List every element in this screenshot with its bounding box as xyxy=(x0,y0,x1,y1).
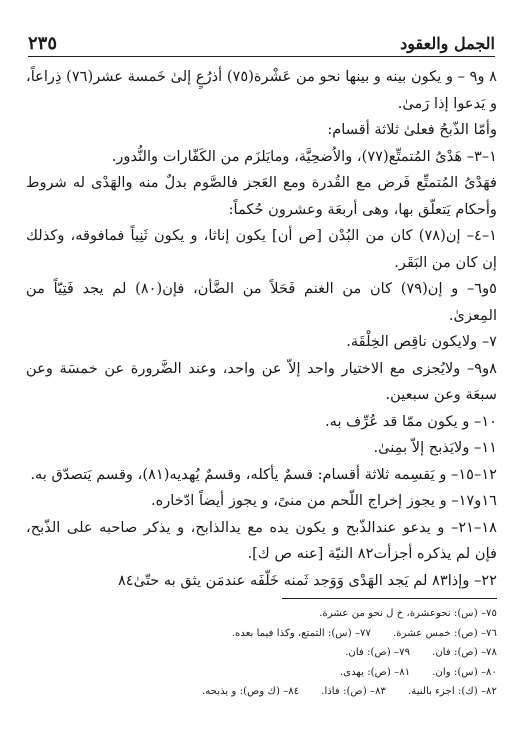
footnote-row xyxy=(26,604,497,624)
footnote-row xyxy=(26,643,497,663)
footnote: ٧٩– (ص): فان. xyxy=(345,647,411,658)
footnote: ٧٧– (س): التمتع، وكذا فيما بعده. xyxy=(231,627,371,639)
footnote: ٨١– (ص): يهدى. xyxy=(339,666,411,678)
paragraph: ٥و٦– و إن(٧٩) كان من الغنم فَحَلاً من الضَّأن، فإن(٨٠) لم يجد فَتِيّاً من المِعزىٰ. xyxy=(26,280,497,324)
page-number: ٢٣٥ xyxy=(28,33,58,54)
paragraph: ٧– ولايكون ناقِص الخِلْقَة. xyxy=(346,333,497,350)
footnote: ٨٢– (ك): اجزء بالنية. xyxy=(408,686,497,697)
footnote: ٨٠– (س): وان. xyxy=(432,666,497,678)
running-title: الجمل والعقود xyxy=(400,34,495,53)
footnote: ٨٣– (ص): فاذا. xyxy=(321,686,387,697)
paragraph: ١٠– و يكون ممّا قد عُرِّف به. xyxy=(325,412,497,430)
footnote-row xyxy=(26,624,497,644)
footnotes xyxy=(26,604,497,702)
paragraph: ٨ و٩ – و يكون بينه و بينها نحو من عَشْرة(٧٥) أذرُعٍ إلىٰ خَمسة عشر(٧٦) ذِراعاً، و يَدعوا إذا رَمىٰ. xyxy=(26,68,497,112)
footnote: ٧٦– (ص): خمس عشرة. xyxy=(393,627,497,639)
footnote-separator xyxy=(282,598,497,599)
footnote-row xyxy=(26,682,497,702)
footnote: ٧٨– (ص): فان. xyxy=(432,647,497,658)
paragraph: ١٢–١٥– و يَقسِمه ثلاثة أقسام: قسمٌ يأكله، وقسمٌ يُهديه(٨١)، وقسم يَتصدّق به. xyxy=(30,465,497,483)
footnote-row xyxy=(26,663,497,683)
footnote: ٧٥– (س): نحوعشرة، خ ل نحو من عشرة. xyxy=(319,608,497,619)
paragraph: ٢٢– وإذا٨٣ لم يَجد الهَدْى وَوَجد ثَمنه خَلّفَه عندمَن يثق به حتّىٰ٨٤ xyxy=(117,571,497,589)
page-header xyxy=(28,30,495,57)
paragraph: ١–٤– إن(٧٨) كان من البُدْن [ص أن] يكون إناثا، و يكون ثَنِياً فمافوقه، وكذلك إن كان من البَقَر. xyxy=(26,227,498,271)
main-text xyxy=(26,64,497,594)
footnote: ٨٤– (ك وص): و يذبحه. xyxy=(201,686,300,697)
paragraph: ٨و٩– ولايُجزى مع الاختيار واحد إلاّ عن واحد، وعند الضَّرورة عن خمسَة وعن سبعَة وعن سبعين. xyxy=(26,359,497,403)
paragraph: ١٦و١٧– و يجوز إخراج اللّحم من منىً، و يجوز أيضاً ادّخاره. xyxy=(150,492,497,509)
paragraph: ١٨–٢١– و يدعو عندالذّبح و يكون يده مع يدالذابح، و يذكر صاحبه على الذّبح، فإن لم يذكره أجزأت٨٢ النيّة [عنه ص ك]. xyxy=(26,518,497,562)
paragraph: وأمّا الذّبحُ فعلىٰ ثلاثة أقسام: xyxy=(327,121,497,138)
paragraph: ١١– ولايَذبح إلاّ بمِنىٰ. xyxy=(373,439,497,456)
paragraph: فهَدْىُ المُتمتِّع فَرض مع القُدرة ومع العَجز فالصَّوم بدلٌ منه والهَدْى له شروط وأحكام يَتعلّق بها، وهى أربعَة وعشرون حُكماً: xyxy=(26,174,497,218)
paragraph: ١–٣– هَدْىُ المُتمتِّع(٧٧)، والاُضحِيَّة، ومايَلزَم من الكَفّارات والنُّدور. xyxy=(111,147,497,165)
